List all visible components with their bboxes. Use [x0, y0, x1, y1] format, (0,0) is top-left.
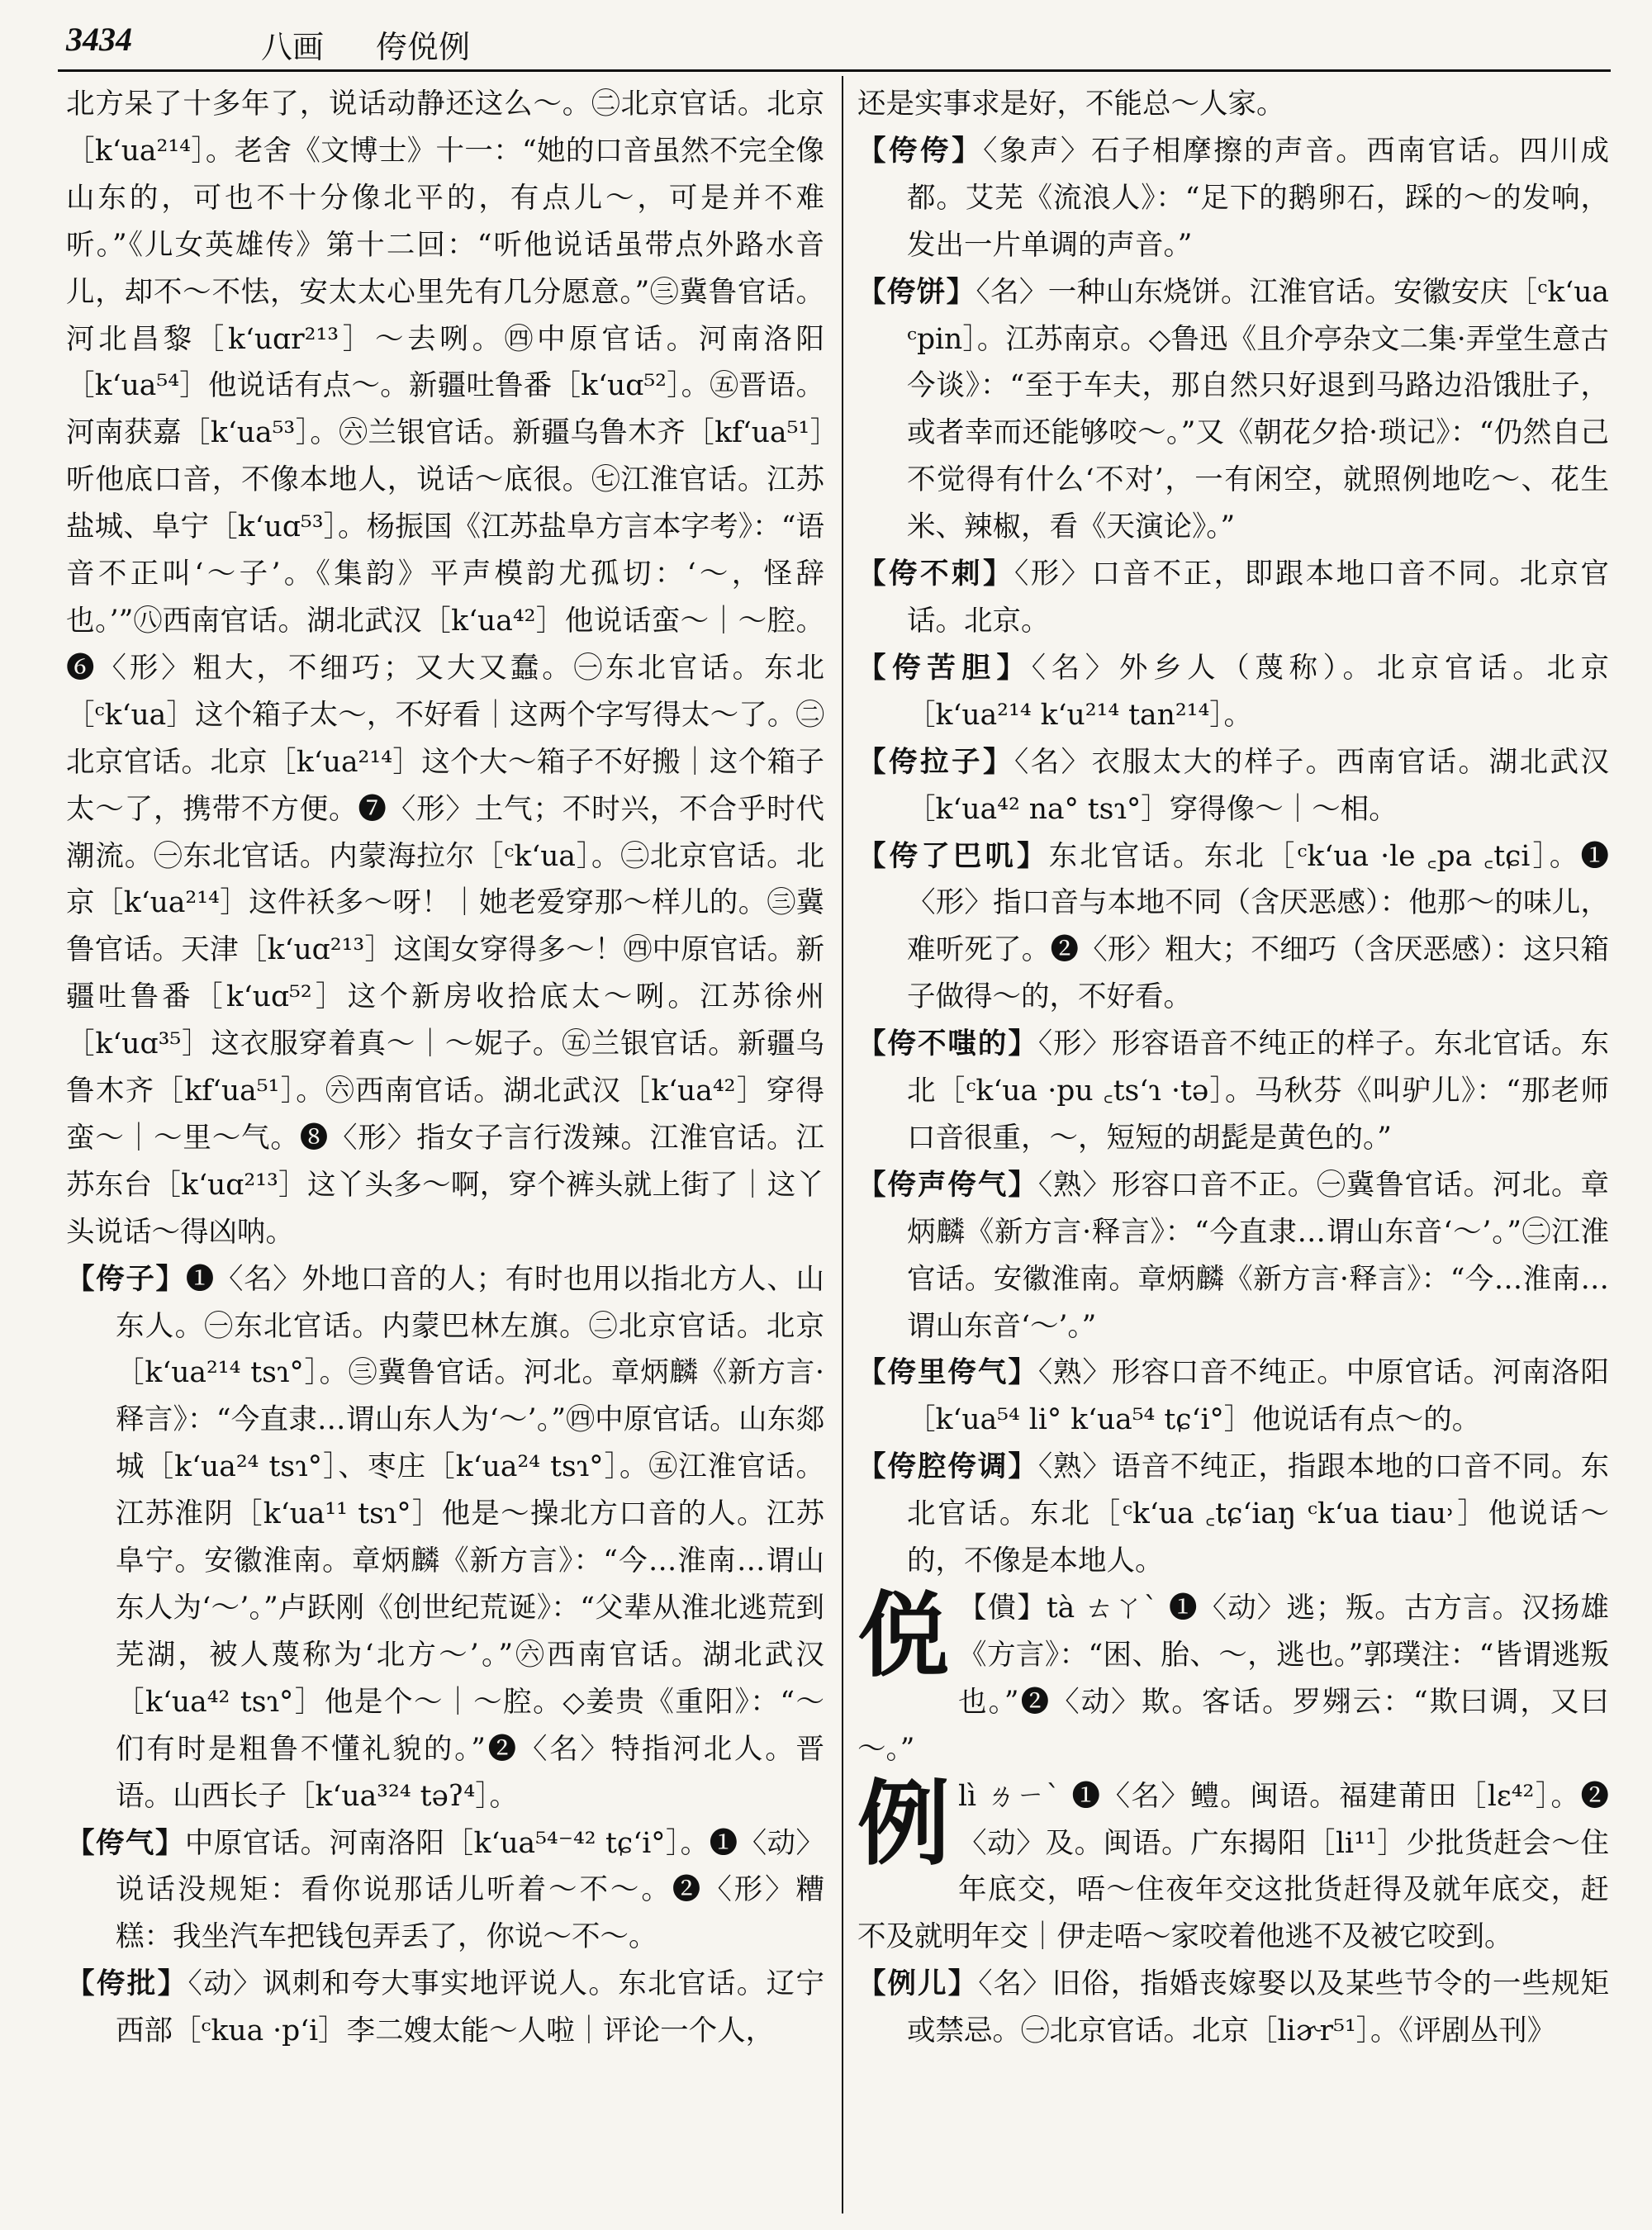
entry-definition: 〈熟〉形容口音不正。㊀冀鲁官话。河北。章炳麟《新方言·释言》：“今直隶…谓山东音‘～’。”㊁江淮官话。安徽淮南。章炳麟《新方言·释言》：“今…淮南…谓山东音‘～’。”	[907, 1168, 1610, 1343]
section-label: 八画	[261, 29, 325, 65]
entry-headword: 【侉饼】	[857, 275, 976, 309]
entry-definition: ❶〈名〉外地口音的人；有时也用以指北方人、山东人。㊀东北官话。内蒙巴林左旗。㊁北京官话。北京［k‘ua²¹⁴ tsɿ°］。㊂冀鲁官话。河北。章炳麟《新方言·释言》：“今直隶…谓山东人为‘～’。”㊃中原官话。山东郯城［k‘ua²⁴ tsɿ°］、枣庄［k‘ua²⁴ tsɿ°］。㊄江淮官话。江苏淮阴［k‘ua¹¹ tsɿ°］他是～操北方口音的人。江苏阜宁。安徽淮南。章炳麟《新方言》：“今…淮南…谓山东人为‘～’。”卢跃刚《创世纪荒诞》：“父辈从淮北逃荒到芜湖，被人蔑称为‘北方～’。”㊅西南官话。湖北武汉［k‘ua⁴² tsɿ°］他是个～｜～腔。◇姜贵《重阳》：“～们有时是粗鲁不懂礼貌的。”❷〈名〉特指河北人。晋语。山西长子［k‘ua³²⁴ təʔ⁴］。	[116, 1262, 825, 1813]
entry-definition: 〈名〉外乡人（蔑称）。北京官话。北京［k‘ua²¹⁴ k‘u²¹⁴ tan²¹⁴］。	[907, 651, 1610, 732]
dictionary-entry	[857, 645, 1609, 739]
entry-headword: 【侉侉】	[857, 134, 984, 168]
entry-definition: 〈熟〉语音不纯正，指跟本地的口音不同。东北官话。东北［ᶜk‘ua ꜀tɕ‘iaŋ ᶜk‘ua tiau˒］他说话～的，不像是本地人。	[907, 1450, 1610, 1578]
page-number: 3434	[66, 21, 132, 58]
entry-definition: 东北官话。东北［ᶜk‘ua ·le ꜀pa ꜀tɕi］。❶〈形〉指口音与本地不同（含厌恶感）：他那～的味儿，难听死了。❷〈形〉粗大；不细巧（含厌恶感）：这只箱子做得～的，不好看。	[907, 839, 1609, 1014]
left-column	[66, 81, 824, 2055]
entry-definition: 〈象声〉石子相摩擦的声音。西南官话。四川成都。艾芜《流浪人》：“足下的鹅卵石，踩的～的发响，发出一片单调的声音。”	[907, 134, 1609, 262]
dictionary-entry	[857, 269, 1609, 551]
dictionary-entry	[857, 833, 1609, 1022]
entry-headword: 【侉不刺】	[857, 558, 1014, 591]
entry-definition: lì ㄌㄧˋ ❶〈名〉鳢。闽语。福建莆田［lɛ⁴²］。❷〈动〉及。闽语。广东揭阳［li¹¹］少批货赶会～住年底交，唔～住夜年交这批货赶得及就年底交，赶不及就明年交｜伊走唔～家咬着他逃不及被它咬到。	[857, 1779, 1609, 1954]
head-character: 例	[857, 1769, 950, 1878]
entry-headword: 【侉不嗤的】	[857, 1027, 1038, 1061]
entry-headword: 【侉腔侉调】	[857, 1450, 1038, 1484]
head-character: 侻	[857, 1582, 950, 1690]
entry-headword: 【侉了巴叽】	[857, 839, 1049, 873]
entry-headword: 【侉拉子】	[857, 745, 1014, 779]
dictionary-entry	[857, 1961, 1609, 2055]
entry-definition: 〈名〉一种山东烧饼。江淮官话。安徽安庆［ᶜk‘ua ᶜpin］。江苏南京。◇鲁迅《且介亭杂文二集·弄堂生意古今谈》：“至于车夫，那自然只好退到马路边沿饿肚子，或者幸而还能够咬～。”又《朝花夕拾·琐记》：“仍然自己不觉得有什么‘不对’，一有闲空，就照例地吃～、花生米、辣椒，看《天演论》。”	[907, 275, 1610, 544]
dictionary-entry	[857, 1162, 1609, 1350]
page-characters: 侉侻例	[376, 29, 471, 65]
dictionary-entry	[66, 1961, 824, 2055]
column-divider	[842, 76, 843, 2213]
running-header	[66, 15, 1602, 68]
dictionary-entry	[857, 739, 1609, 833]
entry-definition: 〈名〉衣服太大的样子。西南官话。湖北武汉［k‘ua⁴² na° tsɿ°］穿得像～｜～相。	[907, 745, 1610, 826]
dictionary-entry	[857, 1350, 1609, 1444]
entry-definition: 〈熟〉形容口音不纯正。中原官话。河南洛阳［k‘ua⁵⁴ li° k‘ua⁵⁴ tɕ‘i°］他说话有点～的。	[907, 1356, 1610, 1437]
entry-definition: 【僓】tà ㄊㄚˋ ❶〈动〉逃；叛。古方言。汉扬雄《方言》：“困、胎、～，逃也。”郭璞注：“皆谓逃叛也。”❷〈动〉欺。客话。罗翙云：“欺曰调，又曰～。”	[857, 1592, 1609, 1766]
entry-headword: 【侉气】	[66, 1826, 185, 1860]
right-column	[857, 81, 1609, 2055]
entry-definition: 〈形〉口音不正，即跟本地口音不同。北京官话。北京。	[907, 558, 1610, 638]
character-entry	[857, 1769, 1609, 1962]
entry-headword: 【侉声侉气】	[857, 1168, 1038, 1202]
dictionary-entry	[857, 1021, 1609, 1162]
dictionary-entry	[857, 1444, 1609, 1585]
entry-headword: 【侉批】	[66, 1967, 188, 2001]
continued-paragraph: 北方呆了十多年了，说话动静还这么～。㊁北京官话。北京［k‘ua²¹⁴］。老舍《文博士》十一：“她的口音虽然不完全像山东的，可也不十分像北平的，有点儿～，可是并不难听。”《儿女英雄传》第十二回：“听他说话虽带点外路水音儿，却不～不怯，安太太心里先有几分愿意。”㊂冀鲁官话。河北昌黎［k‘uɑr²¹³］～去咧。㊃中原官话。河南洛阳［k‘ua⁵⁴］他说话有点～。新疆吐鲁番［k‘uɑ⁵²］。㊄晋语。河南获嘉［k‘ua⁵³］。㊅兰银官话。新疆乌鲁木齐［kf‘ua⁵¹］听他底口音，不像本地人，说话～底很。㊆江淮官话。江苏盐城、阜宁［k‘uɑ⁵³］。杨振国《江苏盐阜方言本字考》：“语音不正叫‘～子’。《集韵》平声模韵尤孤切：‘～，怪辞也。’”㊇西南官话。湖北武汉［k‘ua⁴²］他说话蛮～｜～腔。❻〈形〉粗大，不细巧；又大又蠢。㊀东北官话。东北［ᶜk‘ua］这个箱子太～，不好看｜这两个字写得太～了。㊁北京官话。北京［k‘ua²¹⁴］这个大～箱子不好搬｜这个箱子太～了，携带不方便。❼〈形〉土气；不时兴，不合乎时代潮流。㊀东北官话。内蒙海拉尔［ᶜk‘ua］。㊁北京官话。北京［k‘ua²¹⁴］这件袄多～呀！｜她老爱穿那～样儿的。㊂冀鲁官话。天津［k‘uɑ²¹³］这闺女穿得多～！㊃中原官话。新疆吐鲁番［k‘uɑ⁵²］这个新房收拾底太～咧。江苏徐州［k‘uɑ³⁵］这衣服穿着真～｜～妮子。㊄兰银官话。新疆乌鲁木齐［kf‘ua⁵¹］。㊅西南官话。湖北武汉［k‘ua⁴²］穿得蛮～｜～里～气。❽〈形〉指女子言行泼辣。江淮官话。江苏东台［k‘uɑ²¹³］这丫头多～啊，穿个裤头就上街了｜这丫头说话～得凶呐。	[66, 88, 824, 1249]
character-entry	[857, 1582, 1609, 1773]
entry-definition: 〈形〉形容语音不纯正的样子。东北官话。东北［ᶜk‘ua ·pu ꜀ts‘ɿ ·tə］。马秋芬《叫驴儿》：“那老师口音很重，～，短短的胡髭是黄色的。”	[907, 1027, 1610, 1155]
dictionary-entry	[66, 1256, 824, 1820]
header-rule	[58, 69, 1611, 72]
continued-paragraph: 还是实事求是好，不能总～人家。	[857, 88, 1285, 121]
entry-headword: 【侉苦胆】	[857, 651, 1032, 685]
entry-definition: 中原官话。河南洛阳［k‘ua⁵⁴⁻⁴² tɕ‘i°］。❶〈动〉说话没规矩：看你说那话儿听着～不～。❷〈形〉糟糕：我坐汽车把钱包弄丢了，你说～不～。	[116, 1826, 825, 1954]
entry-definition: 〈名〉旧俗，指婚丧嫁娶以及某些节令的一些规矩或禁忌。㊀北京官话。北京［liɚr⁵¹］。《评剧丛刊》	[907, 1967, 1610, 2048]
entry-headword: 【侉里侉气】	[857, 1356, 1038, 1390]
entry-headword: 【侉子】	[66, 1262, 186, 1296]
dictionary-entry	[66, 1820, 824, 1962]
entry-headword: 【例儿】	[857, 1967, 979, 2001]
dictionary-entry	[857, 128, 1609, 269]
dictionary-entry	[857, 551, 1609, 645]
entry-definition: 〈动〉讽刺和夸大事实地评说人。东北官话。辽宁西部［ᶜkua ·p‘i］李二嫂太能～人啦｜评论一个人，	[116, 1967, 825, 2048]
